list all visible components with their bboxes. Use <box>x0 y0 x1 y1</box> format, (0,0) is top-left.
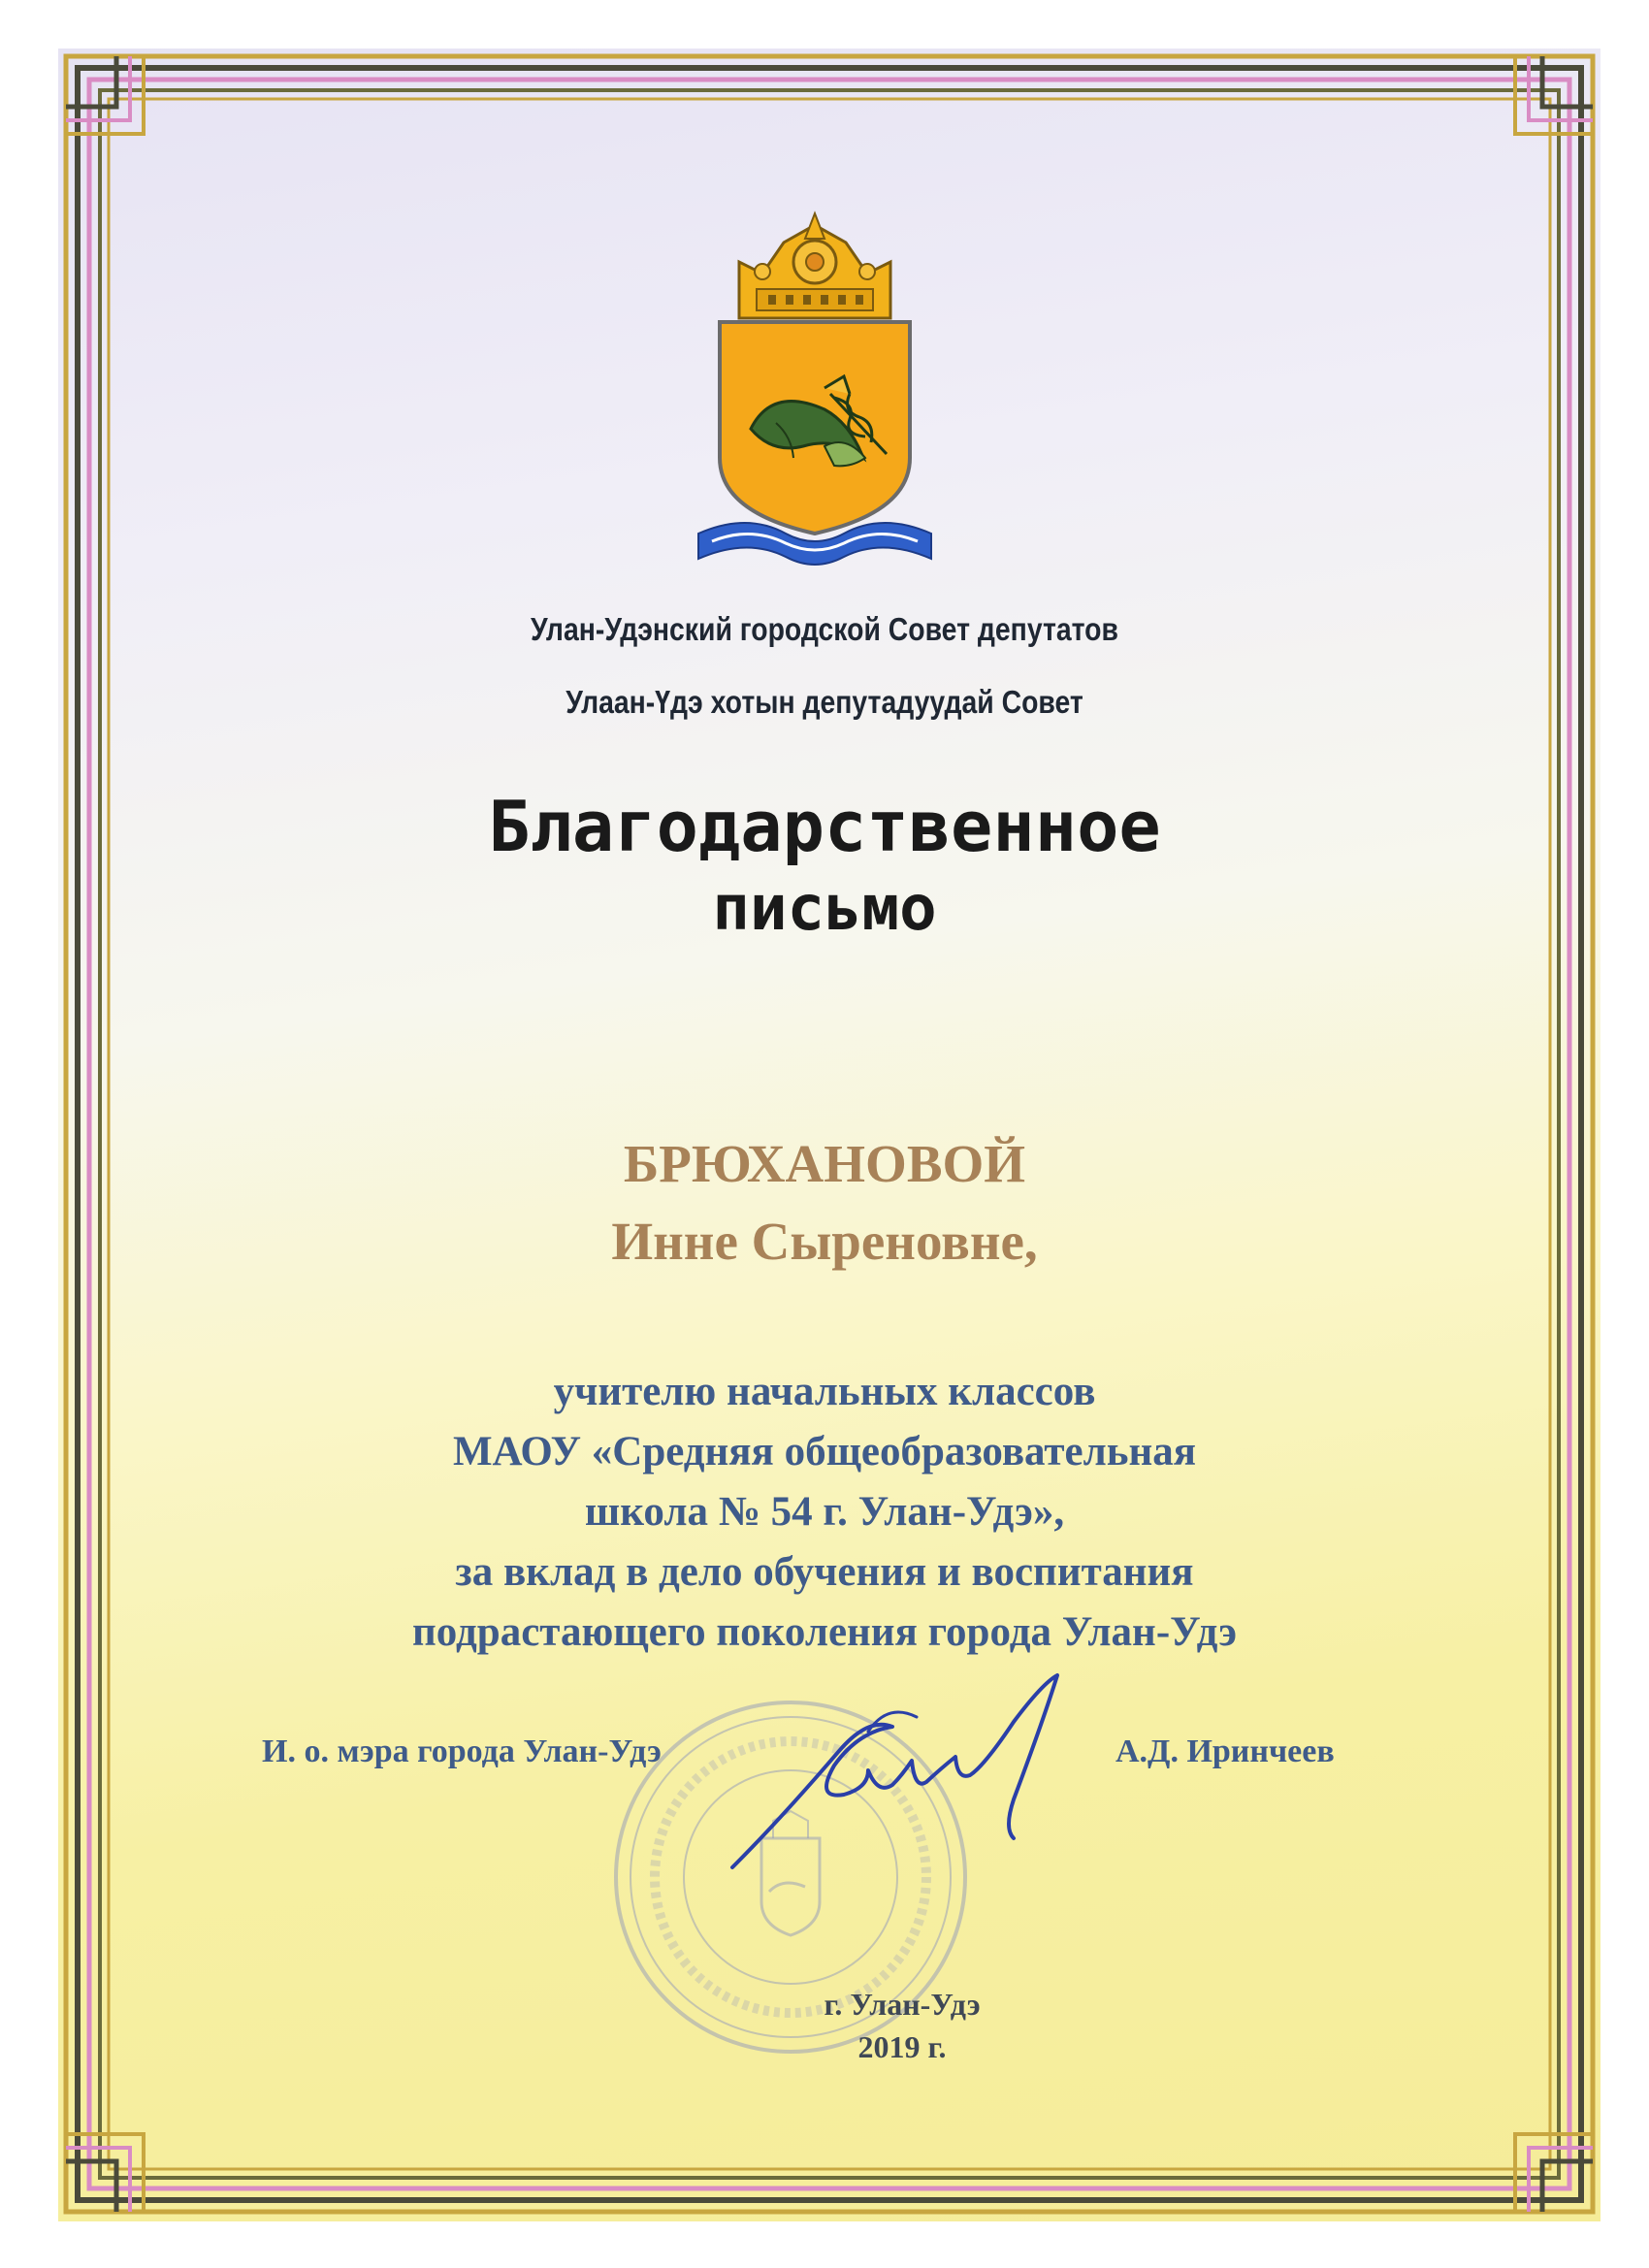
document-title-line2: письмо <box>712 873 937 945</box>
crown-icon <box>739 213 890 318</box>
council-name-russian: Улан-Удэнский городской Совет депутатов <box>531 611 1118 647</box>
signatory-position: И. о. мэра города Улан-Удэ <box>262 1733 662 1769</box>
body-line: школа № 54 г. Улан-Удэ», <box>584 1489 1065 1535</box>
body-line: подрастающего поколения города Улан-Удэ <box>412 1609 1237 1655</box>
body-line: учителю начальных классов <box>553 1369 1096 1414</box>
recipient-surname: БРЮХАНОВОЙ <box>623 1134 1026 1193</box>
body-line: МАОУ «Средняя общеобразовательная <box>452 1429 1197 1474</box>
issue-year: 2019 г. <box>857 2029 947 2064</box>
city-coat-of-arms <box>679 204 951 572</box>
recipient-given-names: Инне Сыреновне, <box>611 1212 1038 1271</box>
body-line: за вклад в дело обучения и воспитания <box>455 1549 1194 1595</box>
document-title-line1: Благодарственное <box>488 786 1161 867</box>
issue-city: г. Улан-Удэ <box>824 1987 981 2022</box>
signatory-name: А.Д. Иринчеев <box>1116 1733 1335 1769</box>
handwritten-signature <box>723 1664 1091 1892</box>
council-name-buryat: Улаан-Үдэ хотын депутадуудай Совет <box>566 684 1083 720</box>
